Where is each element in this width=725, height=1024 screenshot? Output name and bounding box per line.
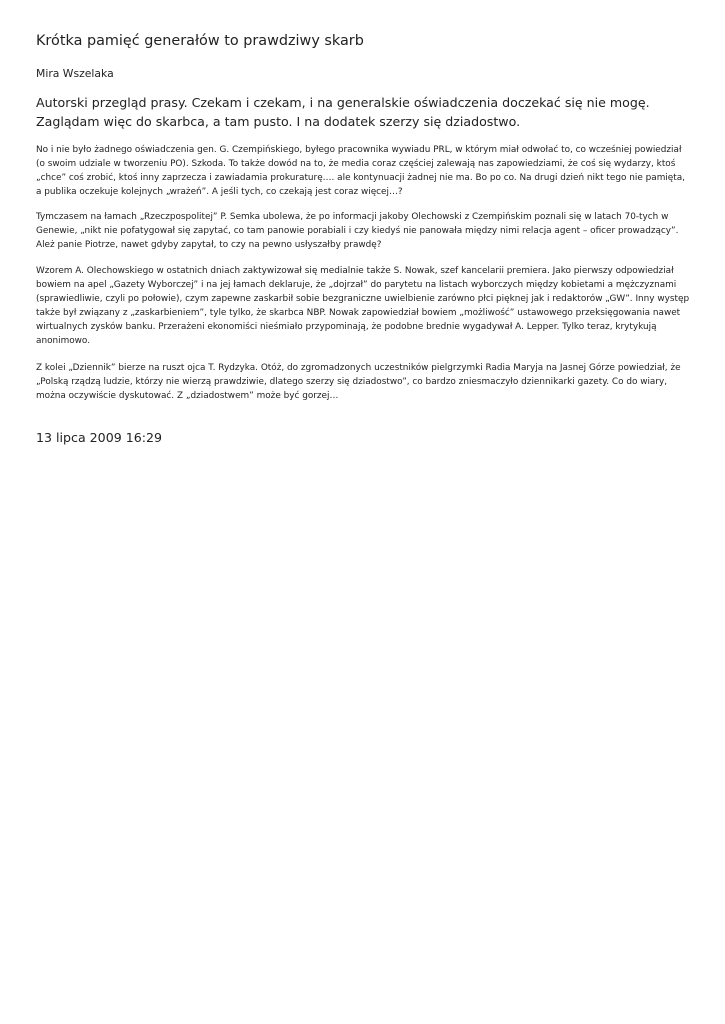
article-date: 13 lipca 2009 16:29 — [36, 430, 163, 445]
article-paragraph: Z kolei „Dziennik” bierze na ruszt ojca T. Rydzyka. Otóż, do zgromadzonych uczestników pielgrzymki Radia Maryja na Jasnej Górze powiedział, że „Polską rządzą ludzie, którzy nie wierzą prawdziwie, dlatego szerzy się dziadostwo”, co bardzo zniesmaczyło dziennikarki gazety. Co do wiary, można oczywiście dyskutować. Z „dziadostwem” może być gorzej… — [36, 363, 681, 402]
article-lead: Autorski przegląd prasy. Czekam i czekam, i na generalskie oświadczenia doczekać się nie mogę. Zaglądam więc do skarbca, a tam pusto. I na dodatek szerzy się dziadostwo. — [36, 95, 650, 129]
article-title: Krótka pamięć generałów to prawdziwy skarb — [36, 33, 364, 49]
article-author: Mira Wszelaka — [36, 67, 114, 80]
article-paragraph: No i nie było żadnego oświadczenia gen. G. Czempińskiego, byłego pracownika wywiadu PRL, w którym miał odwołać to, co wcześniej powiedział (o swoim udziale w tworzeniu PO). Szkoda. To także dowód na to, że media coraz częściej zalewają nas zapowiedziami, że coś się wydarzy, ktoś „chce” coś zrobić, ktoś inny zaprzecza i zawiadamia prokuraturę…. ale kontynuacji żadnej nie ma. Bo po co. Na drugi dzień nikt tego nie pamięta, a publika oczekuje kolejnych „wrażeń”. A jeśli tych, co czekają jest coraz więcej…? — [36, 145, 686, 198]
article-paragraph: Tymczasem na łamach „Rzeczpospolitej” P. Semka ubolewa, że po informacji jakoby Olechowski z Czempińskim poznali się w latach 70-tych w Genewie, „nikt nie pofatygował się zapytać, co tam panowie porabiali i czy kiedyś nie panowała między nimi relacja agent – oficer prowadzący”. Ależ panie Piotrze, nawet gdyby zapytał, to czy na pewno usłyszałby prawdę? — [36, 212, 679, 251]
article-paragraph: Wzorem A. Olechowskiego w ostatnich dniach zaktywizował się medialnie także S. Nowak, szef kancelarii premiera. Jako pierwszy odpowiedział bowiem na apel „Gazety Wyborczej” i na jej łamach deklaruje, że „dojrzał” do parytetu na listach wyborczych między kobietami a mężczyznami (sprawiedliwie, czyli po połowie), czym zapewne zaskarbił sobie bezgraniczne uwielbienie zarówno płci pięknej jak i redaktorów „GW”. Inny występ także był związany z „zaskarbieniem”, tyle tylko, że skarbca NBP. Nowak zapowiedział bowiem „możliwość” ustawowego przeksięgowania nawet wirtualnych zysków banku. Przerażeni ekonomiści nieśmiało przypominają, że podobne brednie wygadywał A. Lepper. Tylko teraz, krytykują anonimowo. — [36, 266, 690, 347]
